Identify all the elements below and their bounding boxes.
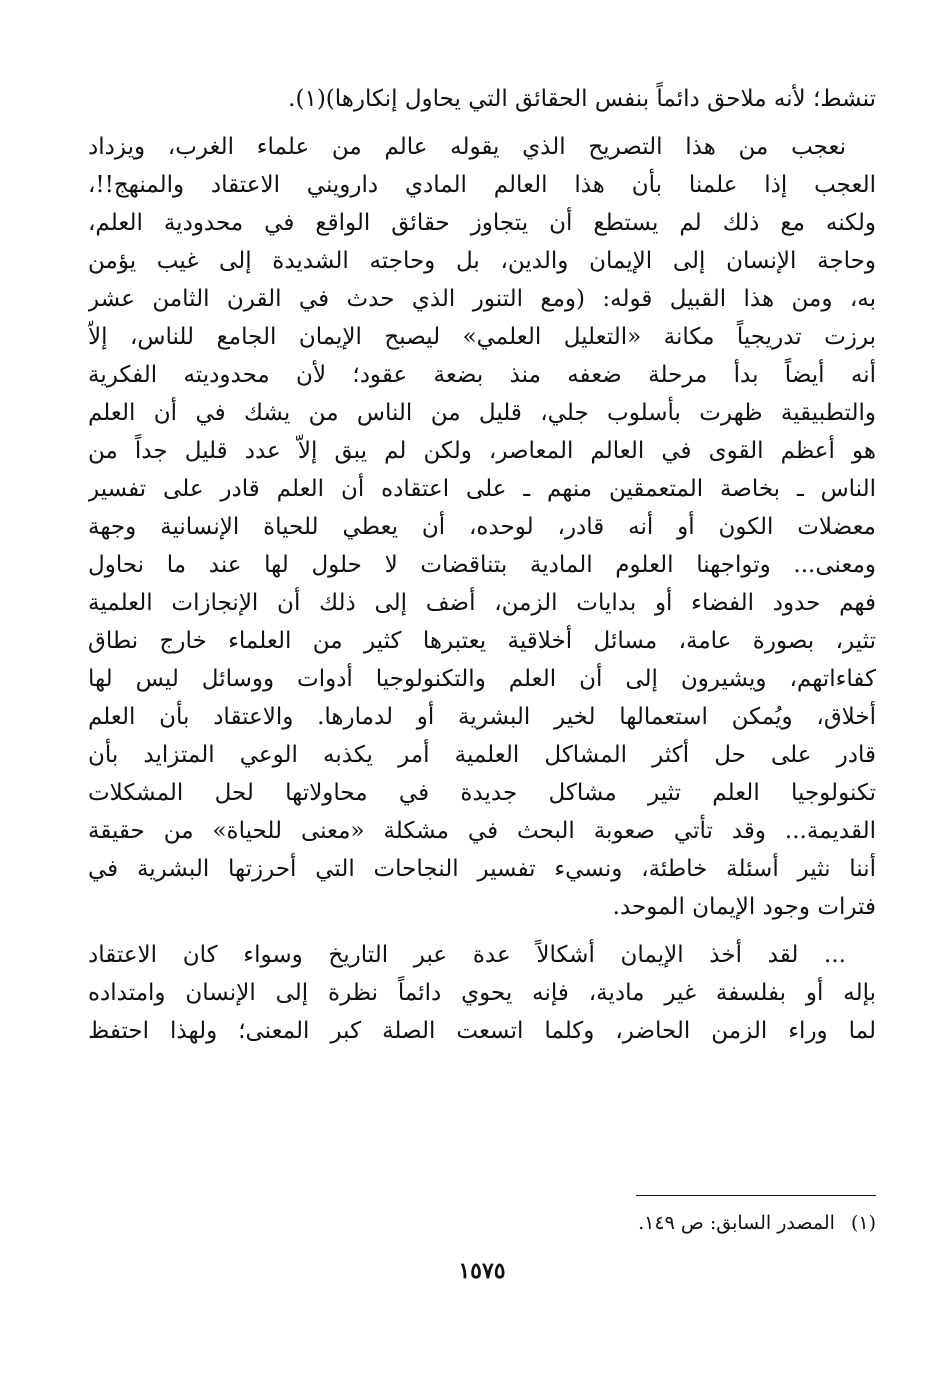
document-page [88, 80, 876, 1370]
paragraph-gap [88, 926, 876, 936]
footnote-separator [636, 1195, 876, 1196]
text-line: لما وراء الزمن الحاضر، وكلما اتسعت الصلة كبر المعنى؛ ولهذا احتفظ [88, 1018, 876, 1044]
text-line: كفاءاتهم، ويشيرون إلى أن العلم والتكنولوجيا أدوات ووسائل ليس لها [88, 666, 876, 692]
text-line: فهم حدود الفضاء أو بدايات الزمن، أضف إلى ذلك أن الإنجازات العلمية [88, 590, 876, 616]
text-line: الناس ـ بخاصة المتعمقين منهم ـ على اعتقاده أن العلم قادر على تفسير [88, 476, 876, 502]
footnote-number: (١) [850, 1212, 876, 1234]
text-line: هو أعظم القوى في العالم المعاصر، ولكن لم يبق إلاّ عدد قليل جداً من [88, 438, 876, 464]
text-line: ولكنه مع ذلك لم يستطع أن يتجاوز حقائق الواقع في محدودية العلم، [88, 210, 876, 236]
paragraph-final [88, 936, 876, 1050]
text-line: فترات وجود الإيمان الموحد. [612, 894, 876, 920]
text-line: تكنولوجيا العلم تثير مشاكل جديدة في محاولاتها لحل المشكلات [88, 780, 876, 806]
paragraph-continuation [88, 80, 876, 118]
text-line: القديمة... وقد تأتي صعوبة البحث في مشكلة «معنى للحياة» من حقيقة [88, 818, 876, 844]
text-line: ومعنى... وتواجهنا العلوم المادية بتناقضات لا حلول لها عند ما نحاول [88, 552, 876, 578]
footnote [88, 1208, 876, 1238]
text-line: تثير، بصورة عامة، مسائل أخلاقية يعتبرها كثير من العلماء خارج نطاق [88, 628, 876, 654]
paragraph-gap [88, 118, 876, 128]
text-line: أخلاق، ويُمكن استعمالها لخير البشرية أو لدمارها. والاعتقاد بأن العلم [88, 704, 876, 730]
text-line: ... لقد أخذ الإيمان أشكالاً عدة عبر التاريخ وسواء كان الاعتقاد [88, 942, 846, 968]
text-line: أننا نثير أسئلة خاطئة، ونسيء تفسير النجاحات التي أحرزتها البشرية في [88, 856, 876, 882]
footnote-text: المصدر السابق: ص ١٤٩. [638, 1212, 835, 1234]
text-line: بإله أو بفلسفة غير مادية، فإنه يحوي دائماً نظرة إلى الإنسان وامتداده [88, 980, 876, 1006]
page-number: ١٥٧٥ [458, 1258, 506, 1284]
text-line: معضلات الكون أو أنه قادر، لوحده، أن يعطي للحياة الإنسانية وجهة [88, 514, 876, 540]
text-line: العجب إذا علمنا بأن هذا العالم المادي دارويني الاعتقاد والمنهج!!، [88, 172, 876, 198]
text-line: وحاجة الإنسان إلى الإيمان والدين، بل وحاجته الشديدة إلى غيب يؤمن [88, 248, 876, 274]
text-line: برزت تدريجياً مكانة «التعليل العلمي» ليصبح الإيمان الجامع للناس، إلاّ [88, 324, 876, 350]
text-line: به، ومن هذا القبيل قوله: (ومع التنور الذي حدث في القرن الثامن عشر [88, 286, 876, 312]
text-line: نعجب من هذا التصريح الذي يقوله عالم من علماء الغرب، ويزداد [88, 134, 846, 160]
text-line: تنشط؛ لأنه ملاحق دائماً بنفس الحقائق التي يحاول إنكارها)(١). [288, 86, 876, 112]
paragraph-main [88, 128, 876, 926]
text-line: أنه أيضاً بدأ مرحلة ضعفه منذ بضعة عقود؛ لأن محدوديته الفكرية [88, 362, 876, 388]
text-line: والتطبيقية ظهرت بأسلوب جلي، قليل من الناس من يشك في أن العلم [88, 400, 876, 426]
text-line: قادر على حل أكثر المشاكل العلمية أمر يكذبه الوعي المتزايد بأن [88, 742, 876, 768]
